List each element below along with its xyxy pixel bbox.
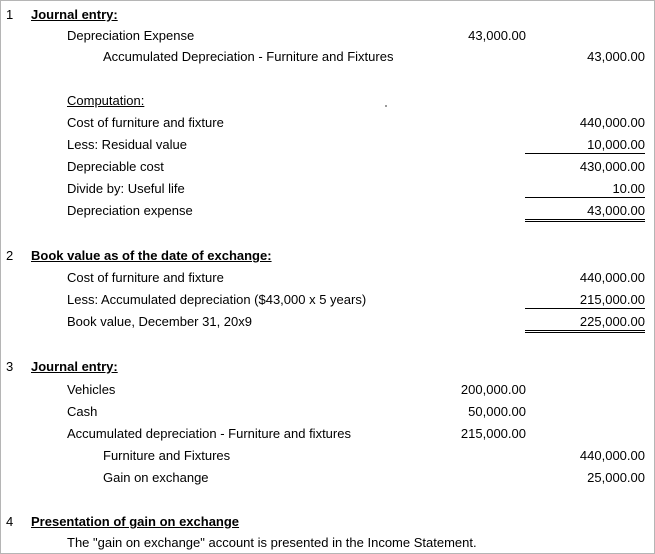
je3-credit-label: Furniture and Fixtures (103, 448, 231, 463)
comp-row-label: Depreciation expense (67, 203, 193, 218)
je3-debit-amount: 50,000.00 (468, 404, 526, 419)
section-4-number: 4 (6, 514, 14, 529)
book-value-row-label: Less: Accumulated depreciation ($43,000 x 5 years) (67, 292, 367, 307)
je1-debit-amount: 43,000.00 (468, 28, 526, 43)
je3-debit-label: Cash (67, 404, 98, 419)
je1-debit-account: Depreciation Expense (67, 28, 195, 43)
je3-credit-amount: 25,000.00 (587, 470, 645, 485)
book-value-row-amount: 440,000.00 (579, 270, 645, 285)
comp-row-label: Divide by: Useful life (67, 181, 185, 196)
je3-debit-label: Vehicles (67, 382, 116, 397)
je3-credit-amount: 440,000.00 (579, 448, 645, 463)
comp-row-amount: 43,000.00 (525, 203, 645, 222)
section-2-heading: Book value as of the date of exchange: (31, 248, 272, 263)
je3-debit-label: Accumulated depreciation - Furniture and fixtures (67, 426, 351, 441)
section-2-number: 2 (6, 248, 14, 263)
stray-dot (385, 105, 387, 107)
presentation-text: The "gain on exchange" account is presented in the Income Statement. (67, 535, 477, 550)
book-value-row-label: Book value, December 31, 20x9 (67, 314, 252, 329)
section-3-number: 3 (6, 359, 14, 374)
je1-credit-amount: 43,000.00 (587, 49, 645, 64)
comp-row-amount: 10.00 (525, 181, 645, 198)
book-value-row-amount: 215,000.00 (525, 292, 645, 309)
comp-row-amount: 430,000.00 (579, 159, 645, 174)
section-4-heading: Presentation of gain on exchange (31, 514, 240, 529)
je3-credit-label: Gain on exchange (103, 470, 209, 485)
section-3-heading: Journal entry: (31, 359, 118, 374)
book-value-row-label: Cost of furniture and fixture (67, 270, 224, 285)
je3-debit-amount: 215,000.00 (460, 426, 526, 441)
section-1-heading: Journal entry: (31, 7, 118, 22)
comp-row-label: Cost of furniture and fixture (67, 115, 224, 130)
section-1-number: 1 (6, 7, 14, 22)
comp-row-amount: 10,000.00 (525, 137, 645, 154)
book-value-row-amount: 225,000.00 (525, 314, 645, 333)
comp-row-label: Depreciable cost (67, 159, 164, 174)
comp-row-label: Less: Residual value (67, 137, 187, 152)
comp-row-amount: 440,000.00 (579, 115, 645, 130)
je1-credit-account: Accumulated Depreciation - Furniture and Fixtures (103, 49, 394, 64)
je3-debit-amount: 200,000.00 (460, 382, 526, 397)
computation-heading: Computation: (67, 93, 145, 108)
